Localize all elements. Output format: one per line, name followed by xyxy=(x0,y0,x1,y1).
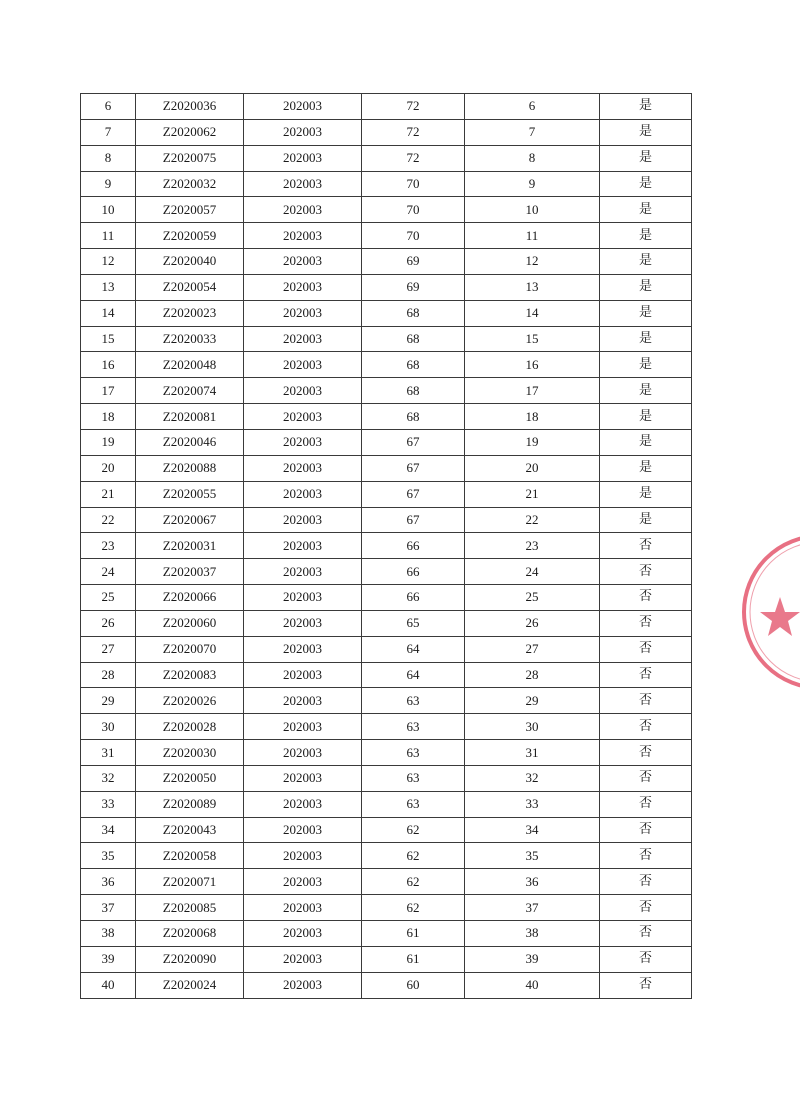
batch-cell: 202003 xyxy=(244,223,362,249)
seq-cell: 8 xyxy=(81,145,136,171)
exam-id-cell: Z2020060 xyxy=(136,610,244,636)
batch-cell: 202003 xyxy=(244,455,362,481)
exam-id-cell: Z2020083 xyxy=(136,662,244,688)
table-row xyxy=(81,869,692,895)
pass-cell: 否 xyxy=(600,791,692,817)
batch-cell: 202003 xyxy=(244,817,362,843)
pass-cell: 是 xyxy=(600,145,692,171)
batch-cell: 202003 xyxy=(244,843,362,869)
rank-cell: 29 xyxy=(465,688,600,714)
seq-cell: 14 xyxy=(81,300,136,326)
exam-id-cell: Z2020036 xyxy=(136,94,244,120)
score-cell: 66 xyxy=(362,585,465,611)
table-row xyxy=(81,533,692,559)
exam-id-cell: Z2020090 xyxy=(136,946,244,972)
pass-cell: 否 xyxy=(600,765,692,791)
rank-cell: 37 xyxy=(465,895,600,921)
score-cell: 63 xyxy=(362,791,465,817)
table-row xyxy=(81,843,692,869)
exam-id-cell: Z2020088 xyxy=(136,455,244,481)
rank-cell: 40 xyxy=(465,972,600,998)
seq-cell: 18 xyxy=(81,404,136,430)
rank-cell: 7 xyxy=(465,119,600,145)
table-row xyxy=(81,378,692,404)
seq-cell: 33 xyxy=(81,791,136,817)
score-cell: 63 xyxy=(362,765,465,791)
exam-id-cell: Z2020024 xyxy=(136,972,244,998)
table-row xyxy=(81,171,692,197)
table-row xyxy=(81,585,692,611)
official-seal xyxy=(738,532,800,702)
exam-id-cell: Z2020028 xyxy=(136,714,244,740)
table-row xyxy=(81,352,692,378)
batch-cell: 202003 xyxy=(244,94,362,120)
table-row xyxy=(81,197,692,223)
score-cell: 66 xyxy=(362,533,465,559)
exam-id-cell: Z2020062 xyxy=(136,119,244,145)
score-cell: 69 xyxy=(362,274,465,300)
table-row xyxy=(81,791,692,817)
table-row xyxy=(81,507,692,533)
pass-cell: 是 xyxy=(600,429,692,455)
pass-cell: 是 xyxy=(600,119,692,145)
pass-cell: 是 xyxy=(600,94,692,120)
rank-cell: 21 xyxy=(465,481,600,507)
pass-cell: 否 xyxy=(600,921,692,947)
seq-cell: 15 xyxy=(81,326,136,352)
table-row xyxy=(81,249,692,275)
table-row xyxy=(81,817,692,843)
seq-cell: 31 xyxy=(81,740,136,766)
batch-cell: 202003 xyxy=(244,533,362,559)
pass-cell: 是 xyxy=(600,274,692,300)
exam-id-cell: Z2020030 xyxy=(136,740,244,766)
batch-cell: 202003 xyxy=(244,636,362,662)
score-cell: 70 xyxy=(362,223,465,249)
exam-id-cell: Z2020066 xyxy=(136,585,244,611)
table-row xyxy=(81,714,692,740)
table-row xyxy=(81,688,692,714)
seq-cell: 24 xyxy=(81,559,136,585)
pass-cell: 否 xyxy=(600,869,692,895)
rank-cell: 15 xyxy=(465,326,600,352)
table-row xyxy=(81,94,692,120)
exam-id-cell: Z2020037 xyxy=(136,559,244,585)
exam-id-cell: Z2020089 xyxy=(136,791,244,817)
pass-cell: 是 xyxy=(600,507,692,533)
table-row xyxy=(81,274,692,300)
exam-id-cell: Z2020081 xyxy=(136,404,244,430)
exam-id-cell: Z2020031 xyxy=(136,533,244,559)
seq-cell: 32 xyxy=(81,765,136,791)
batch-cell: 202003 xyxy=(244,688,362,714)
pass-cell: 是 xyxy=(600,300,692,326)
table-row xyxy=(81,895,692,921)
seq-cell: 40 xyxy=(81,972,136,998)
results-table xyxy=(80,93,692,999)
pass-cell: 否 xyxy=(600,636,692,662)
table-row xyxy=(81,119,692,145)
pass-cell: 是 xyxy=(600,326,692,352)
score-cell: 67 xyxy=(362,455,465,481)
table-row xyxy=(81,921,692,947)
pass-cell: 否 xyxy=(600,817,692,843)
exam-id-cell: Z2020023 xyxy=(136,300,244,326)
exam-id-cell: Z2020043 xyxy=(136,817,244,843)
exam-id-cell: Z2020026 xyxy=(136,688,244,714)
exam-id-cell: Z2020070 xyxy=(136,636,244,662)
pass-cell: 否 xyxy=(600,662,692,688)
score-cell: 62 xyxy=(362,843,465,869)
rank-cell: 20 xyxy=(465,455,600,481)
rank-cell: 32 xyxy=(465,765,600,791)
score-cell: 67 xyxy=(362,429,465,455)
score-cell: 67 xyxy=(362,507,465,533)
seq-cell: 11 xyxy=(81,223,136,249)
batch-cell: 202003 xyxy=(244,145,362,171)
batch-cell: 202003 xyxy=(244,171,362,197)
rank-cell: 8 xyxy=(465,145,600,171)
seal-graphic xyxy=(738,532,800,702)
seq-cell: 39 xyxy=(81,946,136,972)
seq-cell: 27 xyxy=(81,636,136,662)
exam-id-cell: Z2020071 xyxy=(136,869,244,895)
rank-cell: 13 xyxy=(465,274,600,300)
rank-cell: 28 xyxy=(465,662,600,688)
pass-cell: 是 xyxy=(600,249,692,275)
pass-cell: 是 xyxy=(600,171,692,197)
table-row xyxy=(81,404,692,430)
score-cell: 63 xyxy=(362,714,465,740)
pass-cell: 是 xyxy=(600,378,692,404)
rank-cell: 6 xyxy=(465,94,600,120)
batch-cell: 202003 xyxy=(244,404,362,430)
rank-cell: 33 xyxy=(465,791,600,817)
exam-id-cell: Z2020085 xyxy=(136,895,244,921)
table-row xyxy=(81,946,692,972)
rank-cell: 36 xyxy=(465,869,600,895)
seq-cell: 19 xyxy=(81,429,136,455)
exam-id-cell: Z2020032 xyxy=(136,171,244,197)
rank-cell: 18 xyxy=(465,404,600,430)
table-row xyxy=(81,610,692,636)
pass-cell: 是 xyxy=(600,404,692,430)
rank-cell: 12 xyxy=(465,249,600,275)
rank-cell: 10 xyxy=(465,197,600,223)
rank-cell: 23 xyxy=(465,533,600,559)
batch-cell: 202003 xyxy=(244,895,362,921)
score-cell: 61 xyxy=(362,921,465,947)
exam-id-cell: Z2020068 xyxy=(136,921,244,947)
batch-cell: 202003 xyxy=(244,869,362,895)
batch-cell: 202003 xyxy=(244,197,362,223)
score-cell: 72 xyxy=(362,119,465,145)
seq-cell: 28 xyxy=(81,662,136,688)
seq-cell: 34 xyxy=(81,817,136,843)
table-row xyxy=(81,145,692,171)
seq-cell: 9 xyxy=(81,171,136,197)
seq-cell: 12 xyxy=(81,249,136,275)
score-cell: 69 xyxy=(362,249,465,275)
pass-cell: 是 xyxy=(600,197,692,223)
seq-cell: 16 xyxy=(81,352,136,378)
exam-id-cell: Z2020067 xyxy=(136,507,244,533)
rank-cell: 24 xyxy=(465,559,600,585)
exam-id-cell: Z2020057 xyxy=(136,197,244,223)
pass-cell: 否 xyxy=(600,714,692,740)
batch-cell: 202003 xyxy=(244,765,362,791)
batch-cell: 202003 xyxy=(244,507,362,533)
batch-cell: 202003 xyxy=(244,119,362,145)
pass-cell: 是 xyxy=(600,352,692,378)
score-cell: 61 xyxy=(362,946,465,972)
exam-id-cell: Z2020048 xyxy=(136,352,244,378)
score-cell: 70 xyxy=(362,197,465,223)
batch-cell: 202003 xyxy=(244,714,362,740)
rank-cell: 38 xyxy=(465,921,600,947)
pass-cell: 是 xyxy=(600,481,692,507)
batch-cell: 202003 xyxy=(244,481,362,507)
results-table-body xyxy=(81,94,692,999)
batch-cell: 202003 xyxy=(244,378,362,404)
batch-cell: 202003 xyxy=(244,972,362,998)
rank-cell: 11 xyxy=(465,223,600,249)
batch-cell: 202003 xyxy=(244,274,362,300)
exam-id-cell: Z2020054 xyxy=(136,274,244,300)
pass-cell: 否 xyxy=(600,895,692,921)
score-cell: 68 xyxy=(362,326,465,352)
seq-cell: 35 xyxy=(81,843,136,869)
rank-cell: 25 xyxy=(465,585,600,611)
seq-cell: 10 xyxy=(81,197,136,223)
table-row xyxy=(81,740,692,766)
table-row xyxy=(81,972,692,998)
seq-cell: 7 xyxy=(81,119,136,145)
score-cell: 62 xyxy=(362,869,465,895)
table-row xyxy=(81,481,692,507)
seq-cell: 17 xyxy=(81,378,136,404)
seq-cell: 6 xyxy=(81,94,136,120)
rank-cell: 9 xyxy=(465,171,600,197)
seq-cell: 26 xyxy=(81,610,136,636)
pass-cell: 否 xyxy=(600,533,692,559)
batch-cell: 202003 xyxy=(244,300,362,326)
batch-cell: 202003 xyxy=(244,610,362,636)
table-row xyxy=(81,636,692,662)
seq-cell: 36 xyxy=(81,869,136,895)
seq-cell: 22 xyxy=(81,507,136,533)
rank-cell: 22 xyxy=(465,507,600,533)
pass-cell: 否 xyxy=(600,843,692,869)
table-row xyxy=(81,765,692,791)
rank-cell: 34 xyxy=(465,817,600,843)
score-cell: 62 xyxy=(362,817,465,843)
pass-cell: 否 xyxy=(600,740,692,766)
batch-cell: 202003 xyxy=(244,559,362,585)
pass-cell: 否 xyxy=(600,610,692,636)
seq-cell: 29 xyxy=(81,688,136,714)
seq-cell: 23 xyxy=(81,533,136,559)
batch-cell: 202003 xyxy=(244,429,362,455)
rank-cell: 30 xyxy=(465,714,600,740)
seq-cell: 37 xyxy=(81,895,136,921)
seq-cell: 20 xyxy=(81,455,136,481)
exam-id-cell: Z2020055 xyxy=(136,481,244,507)
batch-cell: 202003 xyxy=(244,740,362,766)
pass-cell: 否 xyxy=(600,946,692,972)
exam-id-cell: Z2020058 xyxy=(136,843,244,869)
seq-cell: 38 xyxy=(81,921,136,947)
pass-cell: 否 xyxy=(600,559,692,585)
pass-cell: 否 xyxy=(600,972,692,998)
score-cell: 72 xyxy=(362,145,465,171)
score-cell: 67 xyxy=(362,481,465,507)
score-cell: 72 xyxy=(362,94,465,120)
table-row xyxy=(81,662,692,688)
batch-cell: 202003 xyxy=(244,946,362,972)
table-row xyxy=(81,223,692,249)
score-cell: 65 xyxy=(362,610,465,636)
rank-cell: 27 xyxy=(465,636,600,662)
rank-cell: 35 xyxy=(465,843,600,869)
batch-cell: 202003 xyxy=(244,352,362,378)
batch-cell: 202003 xyxy=(244,662,362,688)
score-cell: 68 xyxy=(362,378,465,404)
score-cell: 64 xyxy=(362,636,465,662)
exam-id-cell: Z2020040 xyxy=(136,249,244,275)
table-row xyxy=(81,559,692,585)
score-cell: 68 xyxy=(362,404,465,430)
table-row xyxy=(81,326,692,352)
score-cell: 66 xyxy=(362,559,465,585)
rank-cell: 14 xyxy=(465,300,600,326)
exam-id-cell: Z2020074 xyxy=(136,378,244,404)
rank-cell: 19 xyxy=(465,429,600,455)
rank-cell: 16 xyxy=(465,352,600,378)
seq-cell: 13 xyxy=(81,274,136,300)
exam-id-cell: Z2020050 xyxy=(136,765,244,791)
table-row xyxy=(81,455,692,481)
batch-cell: 202003 xyxy=(244,585,362,611)
seq-cell: 25 xyxy=(81,585,136,611)
seq-cell: 21 xyxy=(81,481,136,507)
score-cell: 70 xyxy=(362,171,465,197)
score-cell: 60 xyxy=(362,972,465,998)
pass-cell: 否 xyxy=(600,585,692,611)
exam-id-cell: Z2020033 xyxy=(136,326,244,352)
batch-cell: 202003 xyxy=(244,326,362,352)
batch-cell: 202003 xyxy=(244,921,362,947)
pass-cell: 是 xyxy=(600,223,692,249)
rank-cell: 31 xyxy=(465,740,600,766)
table-row xyxy=(81,300,692,326)
rank-cell: 39 xyxy=(465,946,600,972)
exam-id-cell: Z2020046 xyxy=(136,429,244,455)
exam-id-cell: Z2020075 xyxy=(136,145,244,171)
score-cell: 64 xyxy=(362,662,465,688)
score-cell: 68 xyxy=(362,352,465,378)
rank-cell: 26 xyxy=(465,610,600,636)
score-cell: 68 xyxy=(362,300,465,326)
batch-cell: 202003 xyxy=(244,249,362,275)
table-row xyxy=(81,429,692,455)
score-cell: 63 xyxy=(362,740,465,766)
exam-id-cell: Z2020059 xyxy=(136,223,244,249)
batch-cell: 202003 xyxy=(244,791,362,817)
rank-cell: 17 xyxy=(465,378,600,404)
pass-cell: 否 xyxy=(600,688,692,714)
seq-cell: 30 xyxy=(81,714,136,740)
score-cell: 63 xyxy=(362,688,465,714)
pass-cell: 是 xyxy=(600,455,692,481)
score-cell: 62 xyxy=(362,895,465,921)
